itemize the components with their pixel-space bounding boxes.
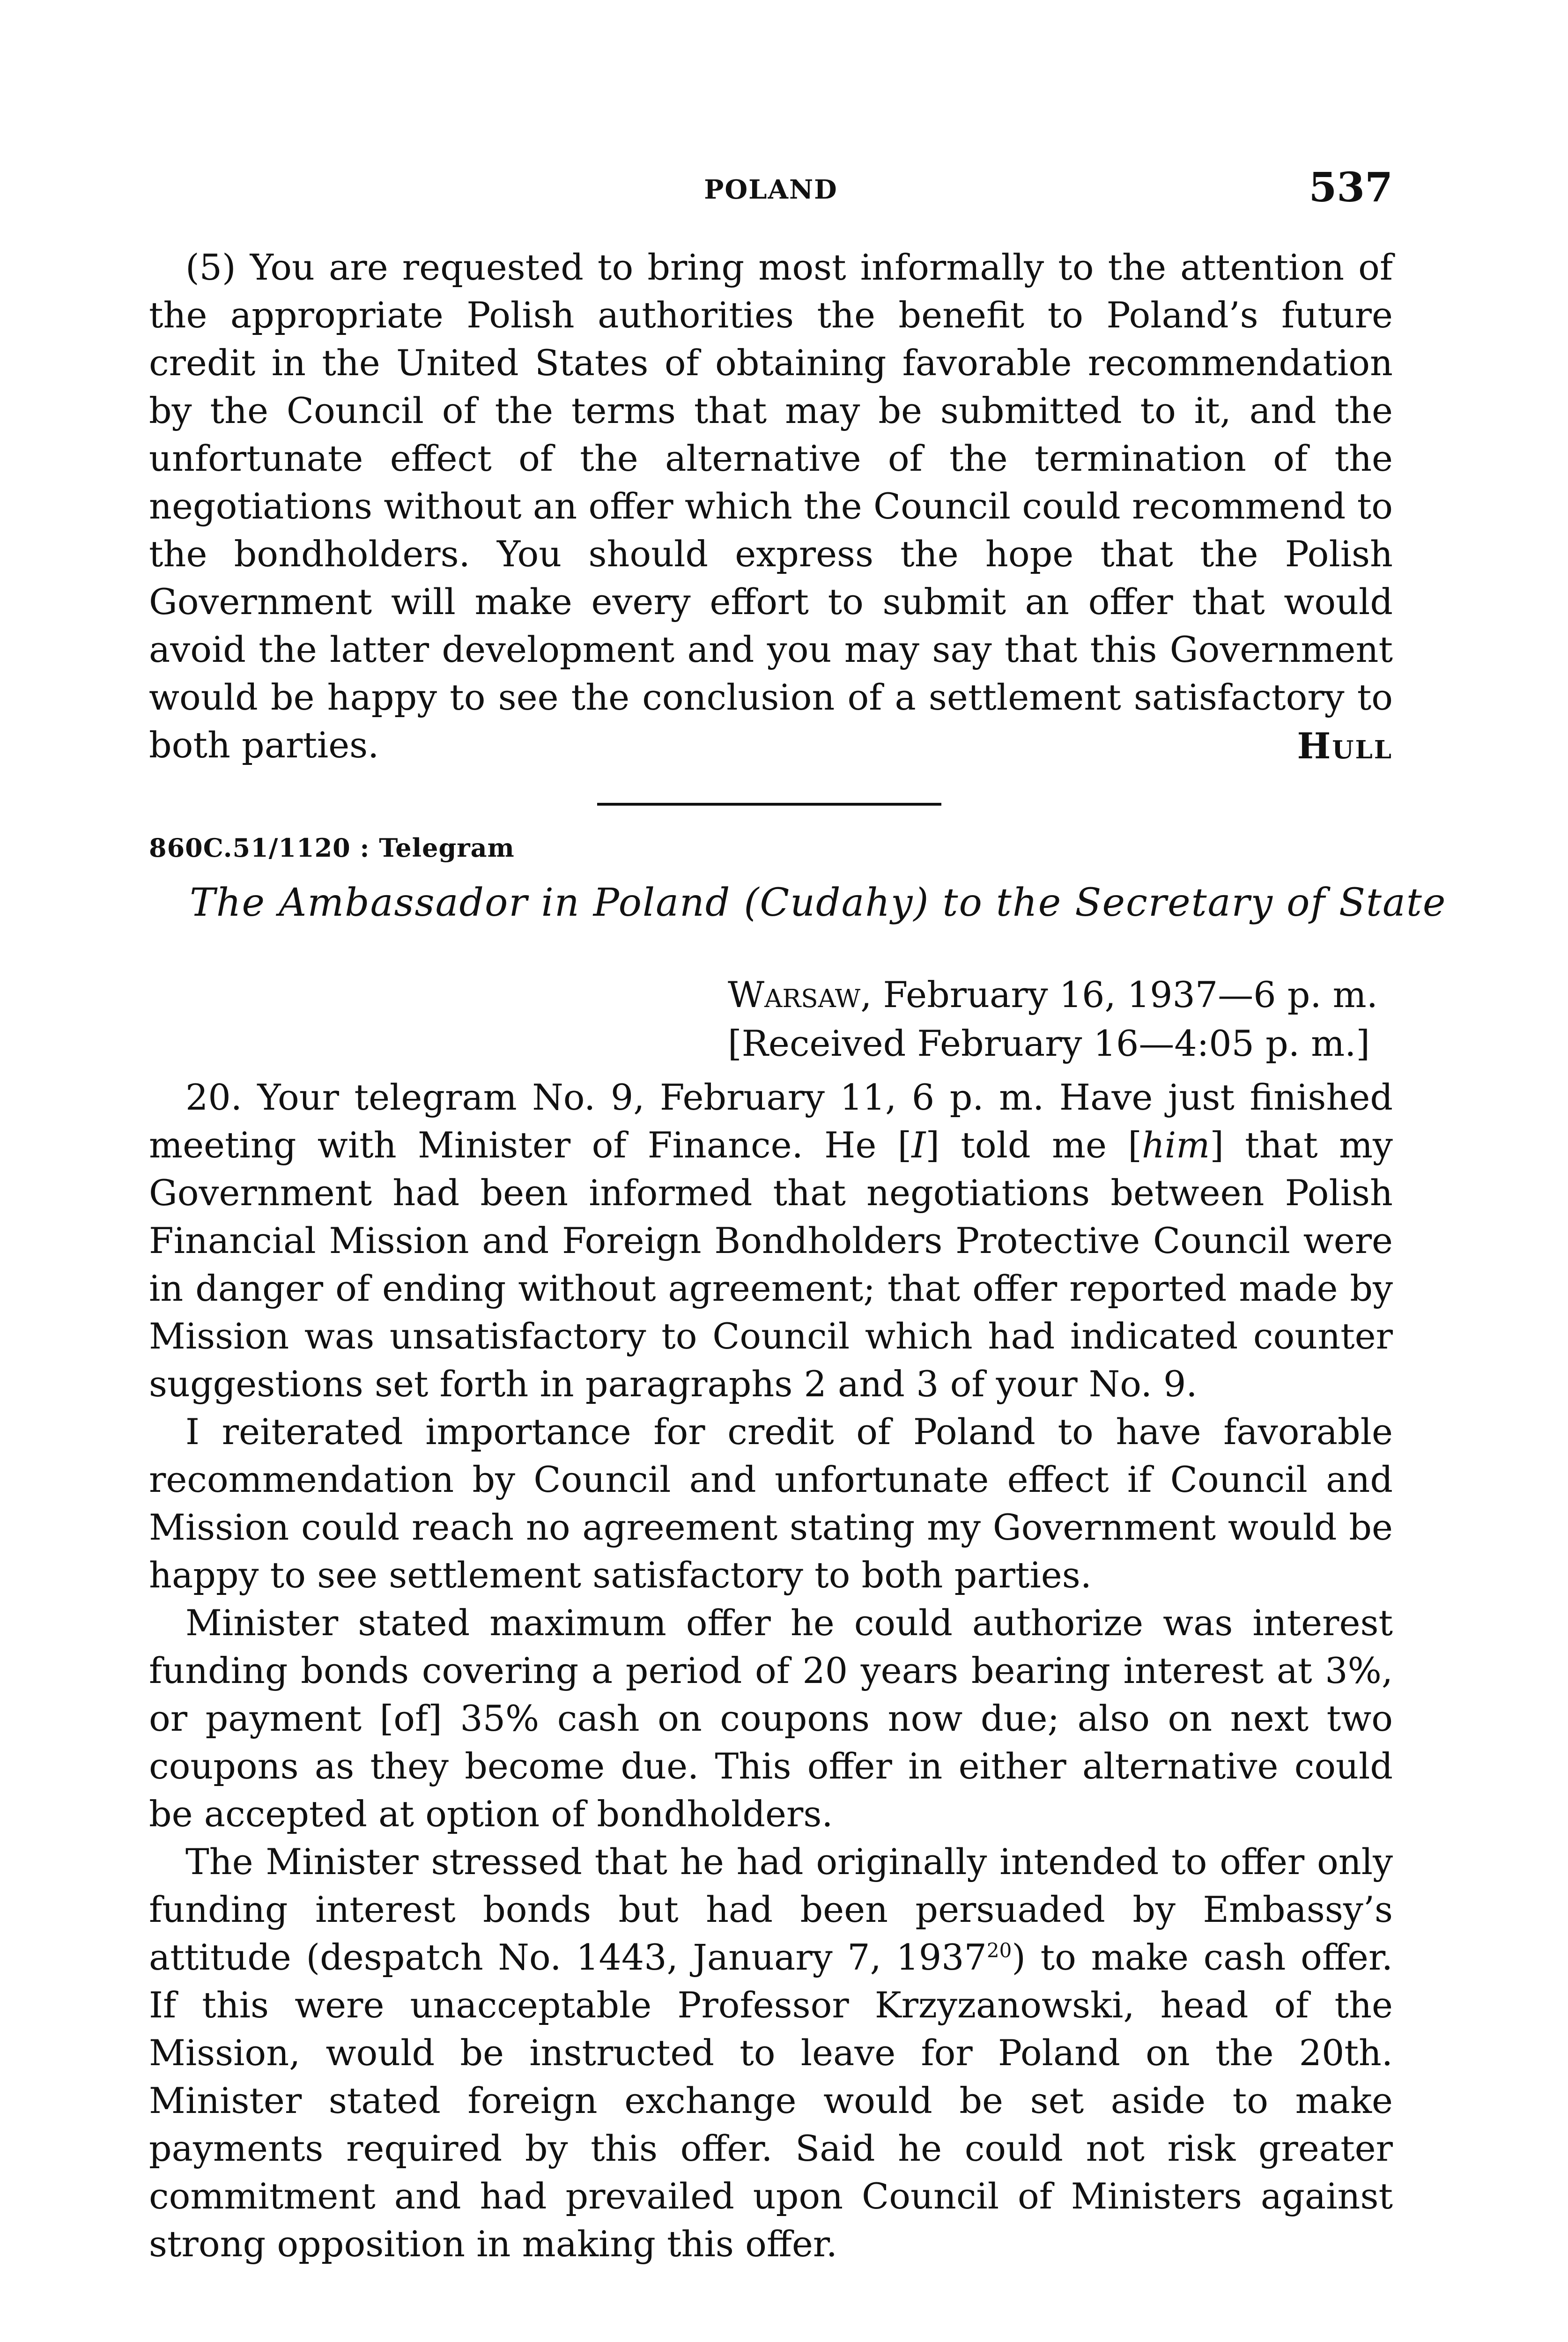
section-separator	[597, 803, 941, 806]
para-20-italic-i: I	[911, 1124, 926, 1166]
para-4-text-b: ) to make cash offer. If this were unacceptable Professor Krzyzanowski, head of the Mission, would be instructed to leave for Poland on the 20th. Minister stated foreign exchange would be set aside to make payments required by this offer. Said he could not risk greater commitment and had prevailed upon Council of Ministers against strong opposition in making this offer.	[149, 1936, 1393, 2265]
file-reference: 860C.51/1120 : Telegram	[149, 833, 515, 863]
dateline-place: Warsaw,	[728, 974, 872, 1015]
signature-hull: Hull	[1297, 725, 1393, 767]
para-20-text-c: ] that my Government had been informed that negotiations between Polish Financial Mission and Foreign Bondholders Protective Council were in danger of ending without agreement; that offer reported made by Mission was unsatisfactory to Council which had indicated counter suggestions set forth in paragraphs 2 and 3 of your No. 9.	[149, 1124, 1393, 1405]
instruction-paragraph: (5) You are requested to bring most informally to the attention of the appropriate Polish authorities the benefit to Poland’s future credit in the United States of obtaining favorable recommendation by the Council of the terms that may be submitted to it, and the unfortunate effect of the alternative of the termination of the negotiations without an offer which the Council could recommend to the bondholders. You should express the hope that the Polish Government will make every effort to submit an offer that would avoid the latter development and you may say that this Government would be happy to see the conclusion of a settlement satisfactory to both parties.	[149, 246, 1393, 766]
para-4-text-a: The Minister stressed that he had originally intended to offer only funding interest bonds but had been persuaded by Embassy’s attitude (despatch No. 1443, January 7, 1937	[149, 1841, 1393, 1978]
telegram-paragraph-20	[149, 1074, 1393, 1408]
telegram-body	[149, 1074, 1393, 2268]
telegram-paragraph-reiterated: I reiterated importance for credit of Poland to have favorable recommendation by Council and unfortunate effect if Council and Mission could reach no agreement stating my Government would be happy to see settlement satisfactory to both parties.	[149, 1411, 1393, 1596]
dateline-sent	[728, 971, 1393, 1019]
running-head: POLAND	[704, 174, 838, 205]
para-20-text-a: 20. Your telegram No. 9, February 11, 6 p. m. Have just finished meeting with Minister of Finance. He [	[149, 1076, 1393, 1166]
para-20-italic-him: him	[1141, 1124, 1210, 1166]
para-20-text-b: ] told me [	[925, 1124, 1142, 1166]
page-number: 537	[1309, 164, 1393, 211]
instruction-paragraph-block	[149, 244, 1393, 769]
footnote-reference: 20	[986, 1939, 1012, 1962]
telegram-paragraph-minister-offer: Minister stated maximum offer he could authorize was interest funding bonds covering a period of 20 years bearing interest at 3%, or payment [of] 35% cash on coupons now due; also on next two coupons as they become due. This offer in either alternative could be accepted at option of bondholders.	[149, 1602, 1393, 1835]
page-header	[149, 164, 1393, 215]
dateline	[728, 971, 1393, 1068]
telegram-paragraph-minister-stressed	[149, 1838, 1393, 2268]
dateline-received: [Received February 16—4:05 p. m.]	[728, 1023, 1370, 1064]
dateline-date: February 16, 1937—6 p. m.	[883, 974, 1378, 1015]
document-title: The Ambassador in Poland (Cudahy) to the Secretary of State	[190, 881, 1447, 925]
